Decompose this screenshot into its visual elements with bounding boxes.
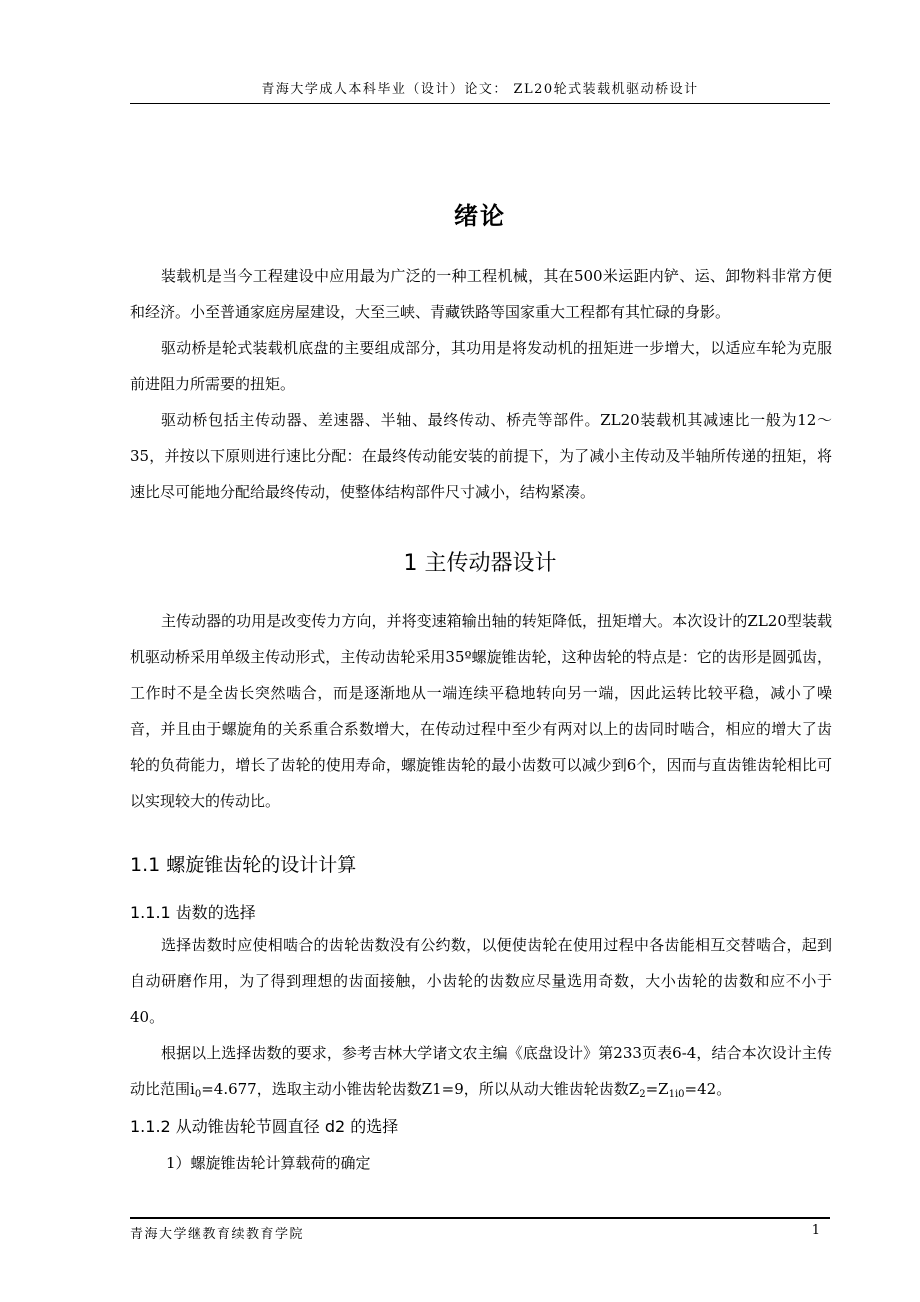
paragraph-text-lead: 根据以上选择齿数的要求，参考吉林大学诸文农主编《底盘设计》第233页表6-4，结合本次设计主传动比范围: [130, 1044, 832, 1098]
section-1-1-1-heading: 1.1.1 齿数的选择: [130, 903, 256, 922]
ratio-symbol: i: [190, 1080, 195, 1098]
z2-subscript: 2: [639, 1089, 646, 1100]
ratio-subscript: 0: [194, 1089, 202, 1100]
z2-symbol: Z: [628, 1080, 640, 1098]
footer-divider: [130, 1217, 830, 1219]
intro-paragraph-1: 装载机是当今工程建设中应用最为广泛的一种工程机械，其在500米运距内铲、运、卸物料非常方便和经济。小至普通家庭房屋建设，大至三峡、青藏铁路等国家重大工程都有其忙碌的身影。: [130, 267, 832, 321]
chapter-1-paragraph: 主传动器的功用是改变传力方向，并将变速箱输出轴的转矩降低，扭矩增大。本次设计的ZL20型装载机驱动桥采用单级主传动形式，主传动齿轮采用35º螺旋锥齿轮，这种齿轮的特点是：它的齿形是圆弧齿，工作时不是全齿长突然啮合，而是逐渐地从一端连续平稳地转向另一端，因此运转比较平稳，减小了噪音，并且由于螺旋角的关系重合系数增大，在传动过程中至少有两对以上的齿同时啮合，相应的增大了齿轮的负荷能力，增长了齿轮的使用寿命，螺旋锥齿轮的最小齿数可以减少到6个，因而与直齿锥齿轮相比可以实现较大的传动比。: [130, 612, 832, 810]
footer-institution: 青海大学继教育续教育学院: [130, 1227, 305, 1242]
tooth-count-paragraph-2: [130, 1035, 832, 1107]
z1-equation: =Z: [645, 1080, 669, 1098]
section-1-1-heading: 1.1 螺旋锥齿轮的设计计算: [130, 854, 357, 876]
intro-paragraph-3: 驱动桥包括主传动器、差速器、半轴、最终传动、桥壳等部件。ZL20装载机其减速比一般为12～35，并按以下原则进行速比分配：在最终传动能安装的前提下，为了减小主传动及半轴所传递的扭矩，将速比尽可能地分配给最终传动，使整体结构部件尺寸减小，结构紧凑。: [130, 411, 832, 501]
ratio-value-text: =4.677，选取主动小锥齿轮齿数Z1=9，所以从动大锥齿轮齿数: [201, 1080, 629, 1098]
z1-subscript: 1i0: [668, 1089, 685, 1100]
page-number: 1: [811, 1223, 820, 1238]
chapter-1-title: 1 主传动器设计: [403, 551, 557, 576]
header-divider: [130, 103, 830, 104]
intro-paragraph-2: 驱动桥是轮式装载机底盘的主要组成部分，其功用是将发动机的扭矩进一步增大，以适应车轮为克服前进阻力所需要的扭矩。: [130, 339, 832, 393]
list-item: 1）螺旋锥齿轮计算载荷的确定: [166, 1154, 371, 1172]
tooth-count-paragraph-1: 选择齿数时应使相啮合的齿轮齿数没有公约数，以便使齿轮在使用过程中各齿能相互交替啮合，起到自动研磨作用，为了得到理想的齿面接触，小齿轮的齿数应尽量选用奇数，大小齿轮的齿数和应不小于40。: [130, 936, 832, 1026]
section-1-1-2-heading: 1.1.2 从动锥齿轮节圆直径 d2 的选择: [130, 1117, 399, 1136]
intro-title: 绪论: [454, 202, 506, 230]
page-header: 青海大学成人本科毕业（设计）论文： ZL20轮式装载机驱动桥设计: [261, 82, 699, 97]
paragraph-text-tail: =42。: [684, 1080, 732, 1098]
